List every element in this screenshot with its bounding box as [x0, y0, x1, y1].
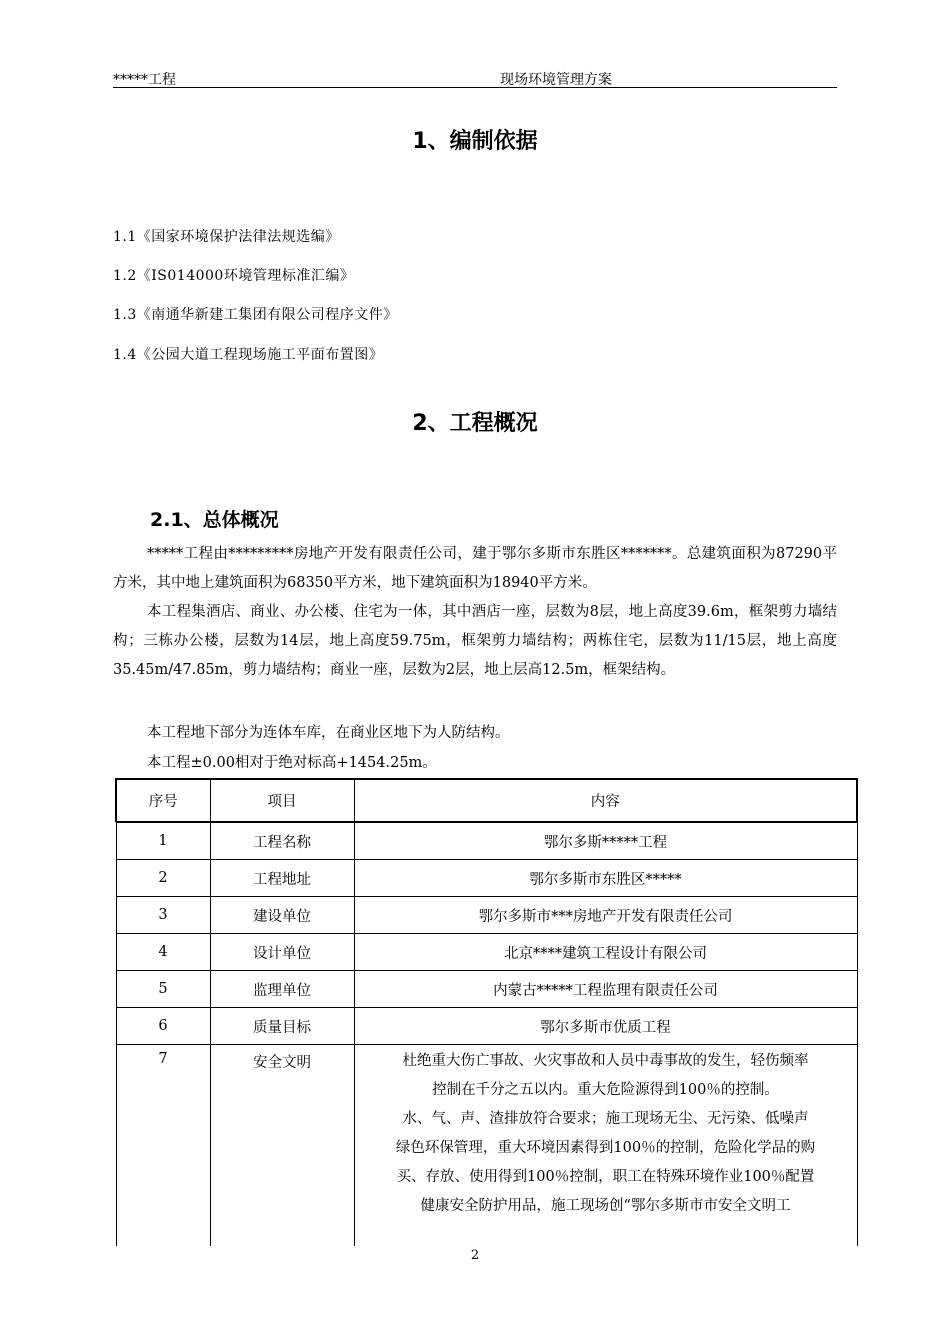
section1-title: 1、编制依据	[412, 129, 538, 154]
reference-item: 1.2《IS014000环境管理标准汇编》	[113, 268, 355, 284]
table-row	[116, 1045, 857, 1247]
reference-item: 1.4《公园大道工程现场施工平面布置图》	[113, 347, 384, 363]
cell-item: 质量目标	[210, 1008, 354, 1045]
overview-paragraph: *****工程由*********房地产开发有限责任公司，建于鄂尔多斯市东胜区*******。总建筑面积为87290平方米，其中地上建筑面积为68350平方米，地下建筑面积为18940平方米。	[113, 546, 837, 591]
cell-no: 6	[116, 1008, 210, 1045]
reference-item: 1.3《南通华新建工集团有限公司程序文件》	[113, 307, 398, 323]
header-cell-content: 内容	[354, 779, 857, 822]
table-row	[116, 860, 857, 897]
cell-item: 建设单位	[210, 897, 354, 934]
content-line: 杜绝重大伤亡事故、火灾事故和人员中毒事故的发生，轻伤频率	[402, 1053, 809, 1069]
table-row	[116, 1008, 857, 1045]
cell-no: 4	[116, 934, 210, 971]
header-right: 现场环境管理方案	[500, 72, 612, 88]
content-line: 水、气、声、渣排放符合要求；施工现场无尘、无污染、低噪声	[402, 1111, 809, 1127]
header-left: *****工程	[113, 72, 176, 88]
header-rule	[113, 87, 837, 88]
content-line: 健康安全防护用品，施工现场创“鄂尔多斯市市安全文明工	[420, 1198, 791, 1214]
section2-title: 2、工程概况	[412, 411, 538, 436]
header-cell-item: 项目	[210, 779, 354, 822]
cell-no: 2	[116, 860, 210, 897]
cell-no: 7	[116, 1045, 210, 1247]
overview-paragraph: 本工程地下部分为连体车库，在商业区地下为人防结构。	[147, 725, 510, 741]
project-info-table	[115, 778, 858, 1246]
cell-content: 内蒙古*****工程监理有限责任公司	[354, 971, 857, 1008]
cell-no: 1	[116, 823, 210, 860]
page-number: 2	[470, 1248, 480, 1263]
cell-content: 鄂尔多斯市***房地产开发有限责任公司	[354, 897, 857, 934]
overview-paragraph: 本工程集酒店、商业、办公楼、住宅为一体，其中酒店一座，层数为8层，地上高度39.6m，框架剪力墙结构；三栋办公楼，层数为14层，地上高度59.75m，框架剪力墙结构；两栋住宅，层数为11/15层，地上高度35.45m/47.85m，剪力墙结构；商业一座，层数为2层，地上层高12.5m，框架结构。	[113, 604, 837, 678]
table-row	[116, 897, 857, 934]
cell-item: 工程名称	[210, 823, 354, 860]
overview-paragraph: 本工程±0.00相对于绝对标高+1454.25m。	[147, 755, 437, 771]
cell-no: 3	[116, 897, 210, 934]
cell-content: 鄂尔多斯*****工程	[354, 823, 857, 860]
content-line: 买、存放、使用得到100％控制，职工在特殊环境作业100％配置	[396, 1169, 815, 1185]
cell-item: 工程地址	[210, 860, 354, 897]
content-line: 绿色环保管理，重大环境因素得到100％的控制，危险化学品的购	[395, 1140, 816, 1156]
cell-item: 安全文明	[210, 1045, 354, 1247]
cell-content: 鄂尔多斯市东胜区*****	[354, 860, 857, 897]
content-line: 控制在千分之五以内。重大危险源得到100％的控制。	[432, 1082, 779, 1098]
cell-content: 北京****建筑工程设计有限公司	[354, 934, 857, 971]
header-cell-no: 序号	[116, 779, 210, 822]
cell-item: 设计单位	[210, 934, 354, 971]
reference-item: 1.1《国家环境保护法律法规选编》	[113, 229, 340, 245]
cell-content-multiline	[354, 1045, 857, 1247]
table-row	[116, 971, 857, 1008]
table-header-row	[116, 779, 857, 822]
cell-content: 鄂尔多斯市优质工程	[354, 1008, 857, 1045]
cell-item: 监理单位	[210, 971, 354, 1008]
cell-no: 5	[116, 971, 210, 1008]
table-row	[116, 823, 857, 860]
subsection-title: 2.1、总体概况	[150, 509, 279, 531]
table-row	[116, 934, 857, 971]
